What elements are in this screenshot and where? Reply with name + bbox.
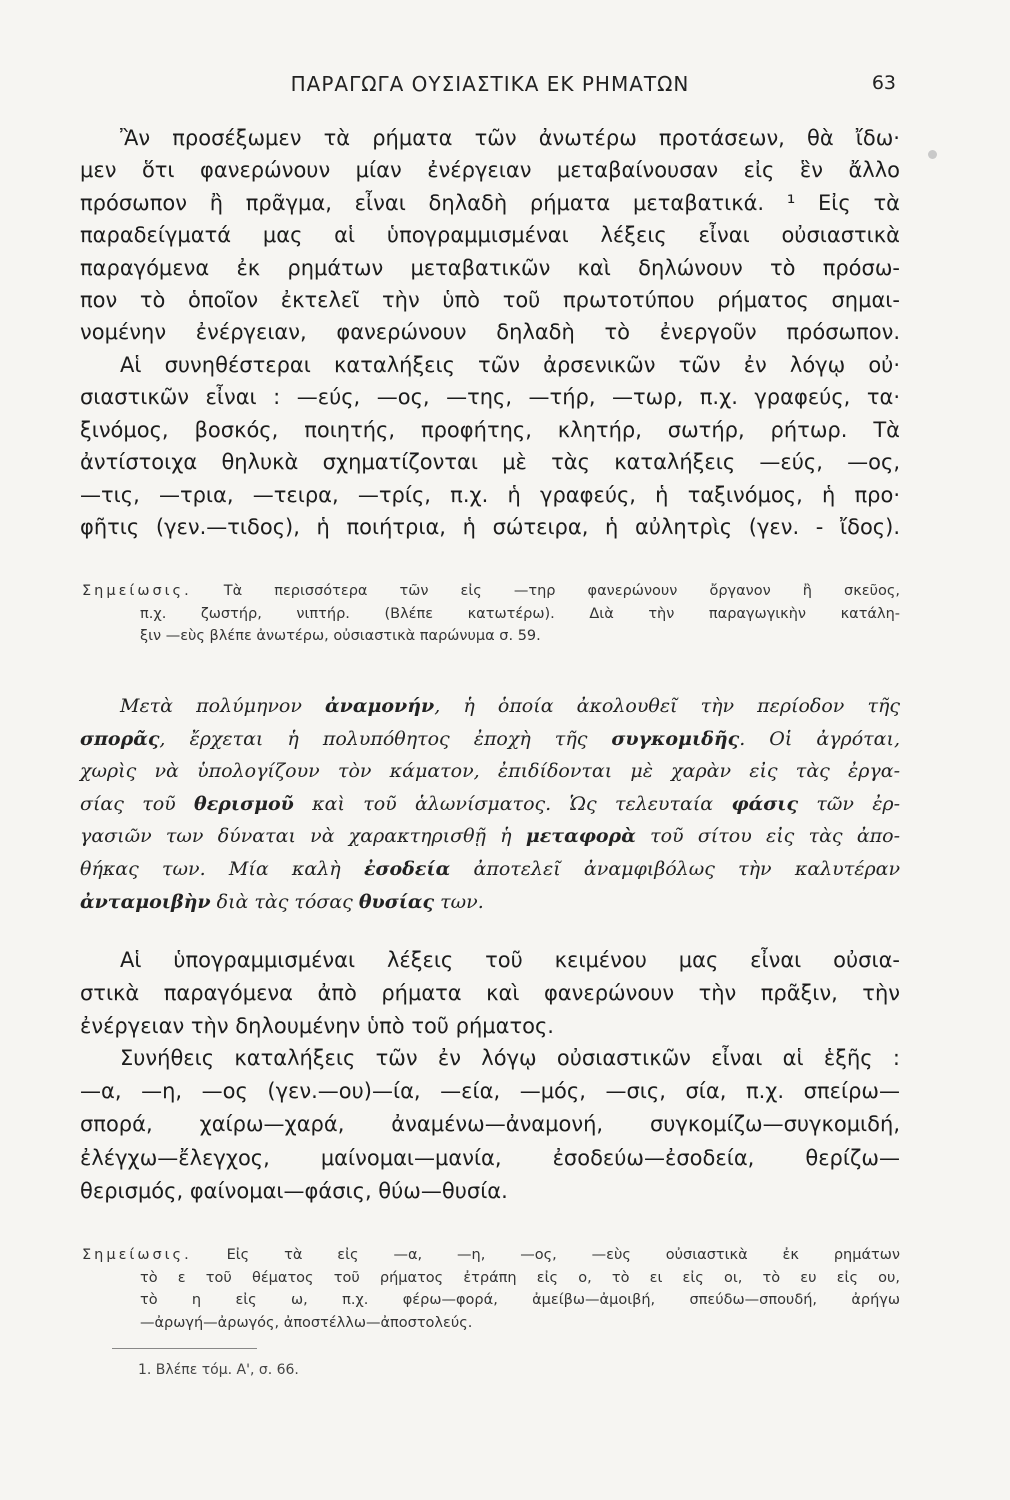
italic-line: Μετὰ πολύμηνον ἀναμονήν, ἡ ὁποία ἀκολουθεῖ τὴν περίοδον τῆς	[120, 695, 900, 717]
note-2	[82, 1244, 900, 1334]
note-line: ξιν —εὺς βλέπε ἀνωτέρω, οὐσιαστικὰ παρώνυμα σ. 59.	[140, 628, 541, 644]
text-line: μεν ὅτι φανερώνουν μίαν ἐνέργειαν μεταβαίνουσαν εἰς ἓν ἄλλο	[80, 158, 900, 183]
page-number: 63	[871, 72, 896, 94]
header-title: ΠΑΡΑΓΩΓΑ ΟΥΣΙΑΣΤΙΚΑ ΕΚ ΡΗΜΑΤΩΝ	[290, 72, 690, 96]
italic-line: ἀνταμοιβὴν διὰ τὰς τόσας θυσίας των.	[80, 890, 484, 913]
text-line: παραδείγματά μας αἱ ὑπογραμμισμέναι λέξεις εἶναι οὐσιαστικὰ	[80, 223, 900, 248]
paragraph-suffixes	[80, 1042, 900, 1208]
note-label: Σημείωσις.	[82, 583, 192, 599]
text-line: ἐνέργειαν τὴν δηλουμένην ὑπὸ τοῦ ρήματος.	[80, 1014, 554, 1039]
note-line: π.χ. ζωστήρ, νιπτήρ. (Βλέπε κατωτέρω). Διὰ τὴν παραγωγικὴν κατάλη-	[140, 605, 900, 622]
footnote: 1. Βλέπε τόμ. Α', σ. 66.	[138, 1362, 299, 1378]
text-line: Ἂν προσέξωμεν τὰ ρήματα τῶν ἀνωτέρω προτάσεων, θὰ ἴδω·	[120, 126, 900, 150]
text-line: Αἱ ὑπογραμμισμέναι λέξεις τοῦ κειμένου μας εἶναι οὐσια-	[120, 948, 900, 972]
text-line: πρόσωπον ἢ πρᾶγμα, εἶναι δηλαδὴ ρήματα μεταβατικά. ¹ Εἰς τὰ	[80, 190, 900, 215]
footnote-divider	[112, 1348, 257, 1349]
text-line: ἐλέγχω—ἔλεγχος, μαίνομαι—μανία, ἐσοδεύω—ἐσοδεία, θερίζω—	[80, 1145, 900, 1170]
note-label: Σημείωσις.	[82, 1247, 192, 1263]
running-header	[80, 72, 900, 102]
note-text: Τὰ περισσότερα τῶν εἰς —τηρ φανερώνουν ὄργανον ἢ σκεῦος,	[223, 583, 900, 599]
paragraph-endings	[80, 349, 900, 543]
text-line: σπορά, χαίρω—χαρά, ἀναμένω—ἀναμονή, συγκομίζω—συγκομιδή,	[80, 1112, 900, 1137]
text-line: φῆτις (γεν.—τιδος), ἡ ποιήτρια, ἡ σώτειρα, ἡ αὐλητρὶς (γεν. - ἴδος).	[80, 515, 900, 540]
text-line: παραγόμενα ἐκ ρημάτων μεταβατικῶν καὶ δηλώνουν τὸ πρόσω-	[80, 255, 900, 280]
paragraph-summary	[80, 944, 900, 1044]
note-text: Εἰς τὰ εἰς —α, —η, —ος, —εὺς οὐσιαστικὰ ἐκ ρημάτων	[226, 1247, 900, 1263]
italic-line: χωρὶς νὰ ὑπολογίζουν τὸν κάματον, ἐπιδίδονται μὲ χαρὰν εἰς τὰς ἐργα-	[80, 760, 900, 783]
italic-line: σίας τοῦ θερισμοῦ καὶ τοῦ ἁλωνίσματος. Ὡς τελευταία φάσις τῶν ἐρ-	[80, 792, 901, 815]
text-line: σιαστικῶν εἶναι : —εύς, —ος, —της, —τήρ, —τωρ, π.χ. γραφεύς, τα·	[80, 385, 900, 410]
paragraph-intro	[80, 122, 900, 349]
text-line: ξινόμος, βοσκός, ποιητής, προφήτης, κλητήρ, σωτήρ, ρήτωρ. Τὰ	[80, 417, 900, 442]
text-line: στικὰ παραγόμενα ἀπὸ ρήματα καὶ φανερώνουν τὴν πρᾶξιν, τὴν	[80, 981, 900, 1006]
note-1	[82, 580, 900, 648]
text-line: θερισμός, φαίνομαι—φάσις, θύω—θυσία.	[80, 1178, 508, 1203]
text-line: —α, —η, —ος (γεν.—ου)—ία, —εία, —μός, —σις, σία, π.χ. σπείρω—	[80, 1079, 900, 1104]
text-line: Αἱ συνηθέστεραι καταλήξεις τῶν ἀρσενικῶν τῶν ἐν λόγῳ οὐ·	[120, 353, 900, 377]
note-line	[82, 580, 900, 603]
note-line: τὸ η εἰς ω, π.χ. φέρω—φορά, ἀμείβω—ἀμοιβή, σπεύδω—σπουδή, ἀρήγω	[140, 1292, 900, 1308]
note-line: —ἀρωγή—ἀρωγός, ἀποστέλλω—ἀποστολεύς.	[140, 1314, 473, 1331]
text-line: νομένην ἐνέργειαν, φανερώνουν δηλαδὴ τὸ ἐνεργοῦν πρόσωπον.	[80, 320, 900, 345]
note-line: τὸ ε τοῦ θέματος τοῦ ρήματος ἐτράπη εἰς ο, τὸ ει εἰς οι, τὸ ευ εἰς ου,	[140, 1269, 900, 1286]
paper-spot	[928, 150, 937, 159]
note-line	[82, 1244, 900, 1267]
italic-line: σπορᾶς, ἔρχεται ἡ πολυπόθητος ἐποχὴ τῆς συγκομιδῆς. Οἱ ἀγρόται,	[80, 727, 900, 750]
italic-passage	[80, 690, 900, 918]
text-line: ἀντίστοιχα θηλυκὰ σχηματίζονται μὲ τὰς καταλήξεις —εύς, —ος,	[80, 450, 900, 475]
italic-line: θήκας των. Μία καλὴ ἐσοδεία ἀποτελεῖ ἀναμφιβόλως τὴν καλυτέραν	[80, 857, 900, 880]
text-line: πον τὸ ὁποῖον ἐκτελεῖ τὴν ὑπὸ τοῦ πρωτοτύπου ρήματος σημαι-	[80, 288, 900, 313]
italic-line: γασιῶν των δύναται νὰ χαρακτηρισθῇ ἡ μεταφορὰ τοῦ σίτου εἰς τὰς ἀπο-	[80, 825, 900, 848]
text-line: —τις, —τρια, —τειρα, —τρίς, π.χ. ἡ γραφεύς, ἡ ταξινόμος, ἡ προ·	[80, 482, 900, 507]
text-line: Συνήθεις καταλήξεις τῶν ἐν λόγῳ οὐσιαστικῶν εἶναι αἱ ἑξῆς :	[120, 1046, 900, 1070]
